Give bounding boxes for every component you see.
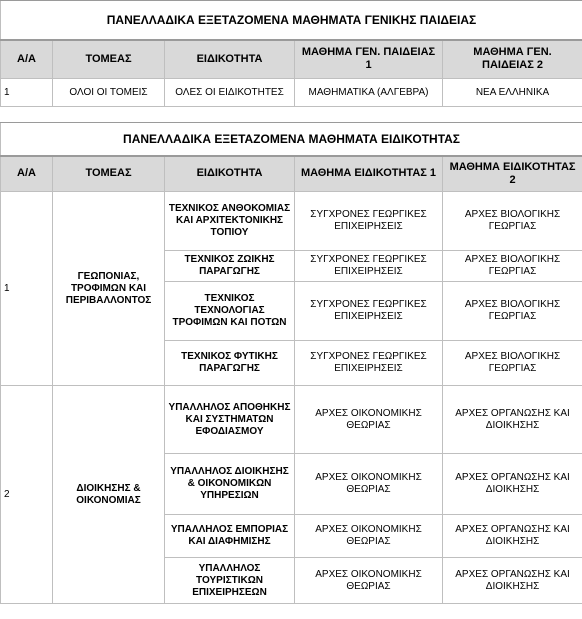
table-row bbox=[1, 386, 582, 454]
table-row bbox=[1, 79, 582, 107]
header-subject-1: ΜΑΘΗΜΑ ΓΕΝ. ΠΑΙΔΕΙΑΣ 1 bbox=[295, 40, 443, 79]
header-sector: ΤΟΜΕΑΣ bbox=[53, 40, 165, 79]
header-aa: Α/Α bbox=[1, 156, 53, 192]
specialty-cell: ΥΠΑΛΛΗΛΟΣ ΤΟΥΡΙΣΤΙΚΩΝ ΕΠΙΧΕΙΡΗΣΕΩΝ bbox=[165, 558, 295, 604]
header-subject-2: ΜΑΘΗΜΑ ΓΕΝ. ΠΑΙΔΕΙΑΣ 2 bbox=[443, 40, 582, 79]
row-number: 2 bbox=[1, 386, 53, 604]
sector-cell: ΔΙΟΙΚΗΣΗΣ & ΟΙΚΟΝΟΜΙΑΣ bbox=[53, 386, 165, 604]
subject-2-cell: ΑΡΧΕΣ ΒΙΟΛΟΓΙΚΗΣ ΓΕΩΡΓΙΑΣ bbox=[443, 341, 582, 386]
subject-1-cell: ΣΥΓΧΡΟΝΕΣ ΓΕΩΡΓΙΚΕΣ ΕΠΙΧΕΙΡΗΣΕΙΣ bbox=[295, 341, 443, 386]
specialty-cell: ΥΠΑΛΛΗΛΟΣ ΑΠΟΘΗΚΗΣ ΚΑΙ ΣΥΣΤΗΜΑΤΩΝ ΕΦΟΔΙΑΣΜΟΥ bbox=[165, 386, 295, 454]
header-subject-1: ΜΑΘΗΜΑ ΕΙΔΙΚΟΤΗΤΑΣ 1 bbox=[295, 156, 443, 192]
specialty-cell: ΤΕΧΝΙΚΟΣ ΑΝΘΟΚΟΜΙΑΣ ΚΑΙ ΑΡΧΙΤΕΚΤΟΝΙΚΗΣ ΤΟΠΙΟΥ bbox=[165, 192, 295, 251]
subject-2-cell: ΑΡΧΕΣ ΒΙΟΛΟΓΙΚΗΣ ΓΕΩΡΓΙΑΣ bbox=[443, 251, 582, 282]
header-specialty: ΕΙΔΙΚΟΤΗΤΑ bbox=[165, 156, 295, 192]
subject-1-cell: ΣΥΓΧΡΟΝΕΣ ΓΕΩΡΓΙΚΕΣ ΕΠΙΧΕΙΡΗΣΕΙΣ bbox=[295, 282, 443, 341]
row-number: 1 bbox=[1, 79, 53, 107]
table-row bbox=[1, 192, 582, 251]
specialty-cell: ΤΕΧΝΙΚΟΣ ΤΕΧΝΟΛΟΓΙΑΣ ΤΡΟΦΙΜΩΝ ΚΑΙ ΠΟΤΩΝ bbox=[165, 282, 295, 341]
general-education-table bbox=[0, 0, 582, 107]
header-sector: ΤΟΜΕΑΣ bbox=[53, 156, 165, 192]
subject-2-cell: ΝΕΑ ΕΛΛΗΝΙΚΑ bbox=[443, 79, 582, 107]
subject-2-cell: ΑΡΧΕΣ ΒΙΟΛΟΓΙΚΗΣ ΓΕΩΡΓΙΑΣ bbox=[443, 282, 582, 341]
subject-1-cell: ΑΡΧΕΣ ΟΙΚΟΝΟΜΙΚΗΣ ΘΕΩΡΙΑΣ bbox=[295, 515, 443, 558]
specialty-cell: ΤΕΧΝΙΚΟΣ ΖΩΙΚΗΣ ΠΑΡΑΓΩΓΗΣ bbox=[165, 251, 295, 282]
specialty-subjects-table bbox=[0, 122, 582, 604]
subject-1-cell: ΑΡΧΕΣ ΟΙΚΟΝΟΜΙΚΗΣ ΘΕΩΡΙΑΣ bbox=[295, 558, 443, 604]
subject-1-cell: ΣΥΓΧΡΟΝΕΣ ΓΕΩΡΓΙΚΕΣ ΕΠΙΧΕΙΡΗΣΕΙΣ bbox=[295, 251, 443, 282]
header-specialty: ΕΙΔΙΚΟΤΗΤΑ bbox=[165, 40, 295, 79]
subject-2-cell: ΑΡΧΕΣ ΟΡΓΑΝΩΣΗΣ ΚΑΙ ΔΙΟΙΚΗΣΗΣ bbox=[443, 558, 582, 604]
subject-2-cell: ΑΡΧΕΣ ΟΡΓΑΝΩΣΗΣ ΚΑΙ ΔΙΟΙΚΗΣΗΣ bbox=[443, 454, 582, 515]
specialty-cell: ΟΛΕΣ ΟΙ ΕΙΔΙΚΟΤΗΤΕΣ bbox=[165, 79, 295, 107]
specialty-cell: ΥΠΑΛΛΗΛΟΣ ΔΙΟΙΚΗΣΗΣ & ΟΙΚΟΝΟΜΙΚΩΝ ΥΠΗΡΕΣΙΩΝ bbox=[165, 454, 295, 515]
specialty-cell: ΥΠΑΛΛΗΛΟΣ ΕΜΠΟΡΙΑΣ ΚΑΙ ΔΙΑΦΗΜΙΣΗΣ bbox=[165, 515, 295, 558]
sector-cell: ΟΛΟΙ ΟΙ ΤΟΜΕΙΣ bbox=[53, 79, 165, 107]
specialty-table-title: ΠΑΝΕΛΛΑΔΙΚΑ ΕΞΕΤΑΖΟΜΕΝΑ ΜΑΘΗΜΑΤΑ ΕΙΔΙΚΟΤΗΤΑΣ bbox=[1, 123, 582, 156]
general-table-title: ΠΑΝΕΛΛΑΔΙΚΑ ΕΞΕΤΑΖΟΜΕΝΑ ΜΑΘΗΜΑΤΑ ΓΕΝΙΚΗΣ ΠΑΙΔΕΙΑΣ bbox=[1, 1, 582, 40]
subject-1-cell: ΑΡΧΕΣ ΟΙΚΟΝΟΜΙΚΗΣ ΘΕΩΡΙΑΣ bbox=[295, 386, 443, 454]
subject-1-cell: ΣΥΓΧΡΟΝΕΣ ΓΕΩΡΓΙΚΕΣ ΕΠΙΧΕΙΡΗΣΕΙΣ bbox=[295, 192, 443, 251]
subject-2-cell: ΑΡΧΕΣ ΟΡΓΑΝΩΣΗΣ ΚΑΙ ΔΙΟΙΚΗΣΗΣ bbox=[443, 386, 582, 454]
header-subject-2: ΜΑΘΗΜΑ ΕΙΔΙΚΟΤΗΤΑΣ 2 bbox=[443, 156, 582, 192]
sector-cell: ΓΕΩΠΟΝΙΑΣ, ΤΡΟΦΙΜΩΝ ΚΑΙ ΠΕΡΙΒΑΛΛΟΝΤΟΣ bbox=[53, 192, 165, 386]
subject-1-cell: ΜΑΘΗΜΑΤΙΚΑ (ΑΛΓΕΒΡΑ) bbox=[295, 79, 443, 107]
subject-2-cell: ΑΡΧΕΣ ΟΡΓΑΝΩΣΗΣ ΚΑΙ ΔΙΟΙΚΗΣΗΣ bbox=[443, 515, 582, 558]
specialty-cell: ΤΕΧΝΙΚΟΣ ΦΥΤΙΚΗΣ ΠΑΡΑΓΩΓΗΣ bbox=[165, 341, 295, 386]
subject-2-cell: ΑΡΧΕΣ ΒΙΟΛΟΓΙΚΗΣ ΓΕΩΡΓΙΑΣ bbox=[443, 192, 582, 251]
row-number: 1 bbox=[1, 192, 53, 386]
subject-1-cell: ΑΡΧΕΣ ΟΙΚΟΝΟΜΙΚΗΣ ΘΕΩΡΙΑΣ bbox=[295, 454, 443, 515]
header-aa: Α/Α bbox=[1, 40, 53, 79]
